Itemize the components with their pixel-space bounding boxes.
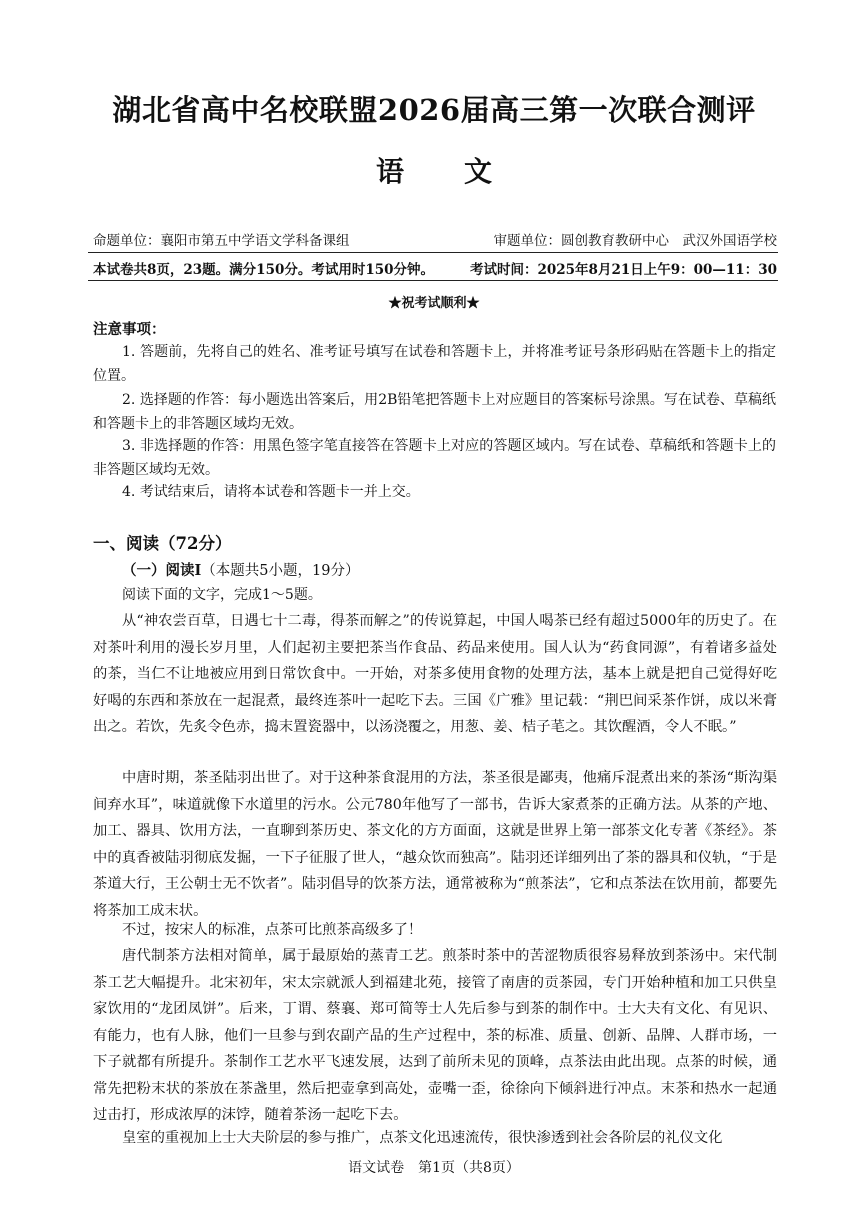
notes-title: 注意事项： [93,321,166,338]
exam-info-row [93,258,777,278]
subsection-title [122,559,359,580]
note-item: 1. 答题前，先将自己的姓名、准考证号填写在试卷和答题卡上，并将准考证号条形码贴在答题卡上的指定位置。 [93,344,776,384]
reading-instruction: 阅读下面的文字，完成1～5题。 [122,587,322,603]
passage-paragraph: 中唐时期，茶圣陆羽出世了。对于这种茶食混用的方法，茶圣很是鄙夷，他痛斥混煮出来的茶汤“斯沟渠间弃水耳”，味道就像下水道里的污水。公元780年他写了一部书，告诉大家煮茶的正确方法。从茶的产地、加工、器具、饮用方法，一直聊到茶历史、茶文化的方方面面，这就是世界上第一部茶文化专著《茶经》。茶中的真香被陆羽彻底发掘，一下子征服了世人，“越众饮而独高”。陆羽还详细列出了茶的器具和仪轨，“于是茶道大行，王公朝士无不饮者”。陆羽倡导的饮茶方法，通常被称为“煎茶法”，它和点茶法在饮用前，都要先将茶加工成末状。 [93,770,777,919]
exam-info: 本试卷共8页，23题。满分150分。考试用时150分钟。 [93,262,435,278]
note-item: 2. 选择题的作答：每小题选出答案后，用2B铅笔把答题卡上对应题目的答案标号涂黑。写在试卷、草稿纸和答题卡上的非答题区域均无效。 [93,392,776,432]
header-divider-bottom [88,280,778,281]
note-item: 3. 非选择题的作答：用黑色签字笔直接答在答题卡上对应的答题区域内。写在试卷、草稿纸和答题卡上的非答题区域均无效。 [93,438,776,478]
note-item: 4. 考试结束后，请将本试卷和答题卡一并上交。 [122,484,420,500]
reviewer-unit: 审题单位：圆创教育教研中心 武汉外国语学校 [493,233,777,249]
exam-title: 湖北省高中名校联盟2026届高三第一次联合测评 [112,93,756,127]
unit-row [93,229,777,249]
subsection-detail: （本题共5小题，19分） [201,563,360,579]
exam-time: 考试时间：2025年8月21日上午9：00—11：30 [469,262,777,278]
subsection-label: （一）阅读Ⅰ [122,562,202,579]
passage-paragraph: 唐代制茶方法相对简单，属于最原始的蒸青工艺。煎茶时茶中的苦涩物质很容易释放到茶汤中。宋代制茶工艺大幅提升。北宋初年，宋太宗就派人到福建北苑，接管了南唐的贡茶园，专门开始种植和加工只供皇家饮用的“龙团凤饼”。后来，丁谓、蔡襄、郑可简等士人先后参与到茶的制作中。士大夫有文化、有见识、有能力，也有人脉，他们一旦参与到农副产品的生产过程中，茶的标准、质量、创新、品牌、人群市场，一下子就都有所提升。茶制作工艺水平飞速发展，达到了前所未见的顶峰，点茶法由此出现。点茶的时候，通常先把粉末状的茶放在茶盏里，然后把壶拿到高处，壶嘴一歪，徐徐向下倾斜进行冲点。末茶和热水一起通过击打，形成浓厚的沫饽，随着茶汤一起吃下去。 [93,948,777,1123]
page-footer: 语文试卷 第1页（共8页） [348,1160,520,1176]
header-divider-top [88,252,778,253]
passage-paragraph: 从“神农尝百草，日遇七十二毒，得茶而解之”的传说算起，中国人喝茶已经有超过5000年的历史了。在对茶叶利用的漫长岁月里，人们起初主要把茶当作食品、药品来使用。国人认为“药食同源”，有着诸多益处的茶，当仁不让地被应用到日常饮食中。一开始，对茶多使用食物的处理方法，基本上就是把自己觉得好吃好喝的东西和茶放在一起混煮，最终连茶叶一起吃下去。三国《广雅》里记载：“荆巴间采茶作饼，成以米膏出之。若饮，先炙令色赤，捣末置瓷器中，以汤浇覆之，用葱、姜、桔子芼之。其饮醒酒，令人不眠。” [93,613,777,735]
section-title: 一、阅读（72分） [93,534,232,553]
good-luck-banner: ★祝考试顺利★ [388,296,480,311]
passage-paragraph: 皇室的重视加上士大夫阶层的参与推广，点茶文化迅速流传，很快渗透到社会各阶层的礼仪文化 [122,1130,723,1146]
setter-unit: 命题单位：襄阳市第五中学语文学科备课组 [93,233,350,249]
passage-paragraph: 不过，按宋人的标准，点茶可比煎茶高级多了！ [122,922,423,938]
subject-title: 语文 [375,155,552,188]
